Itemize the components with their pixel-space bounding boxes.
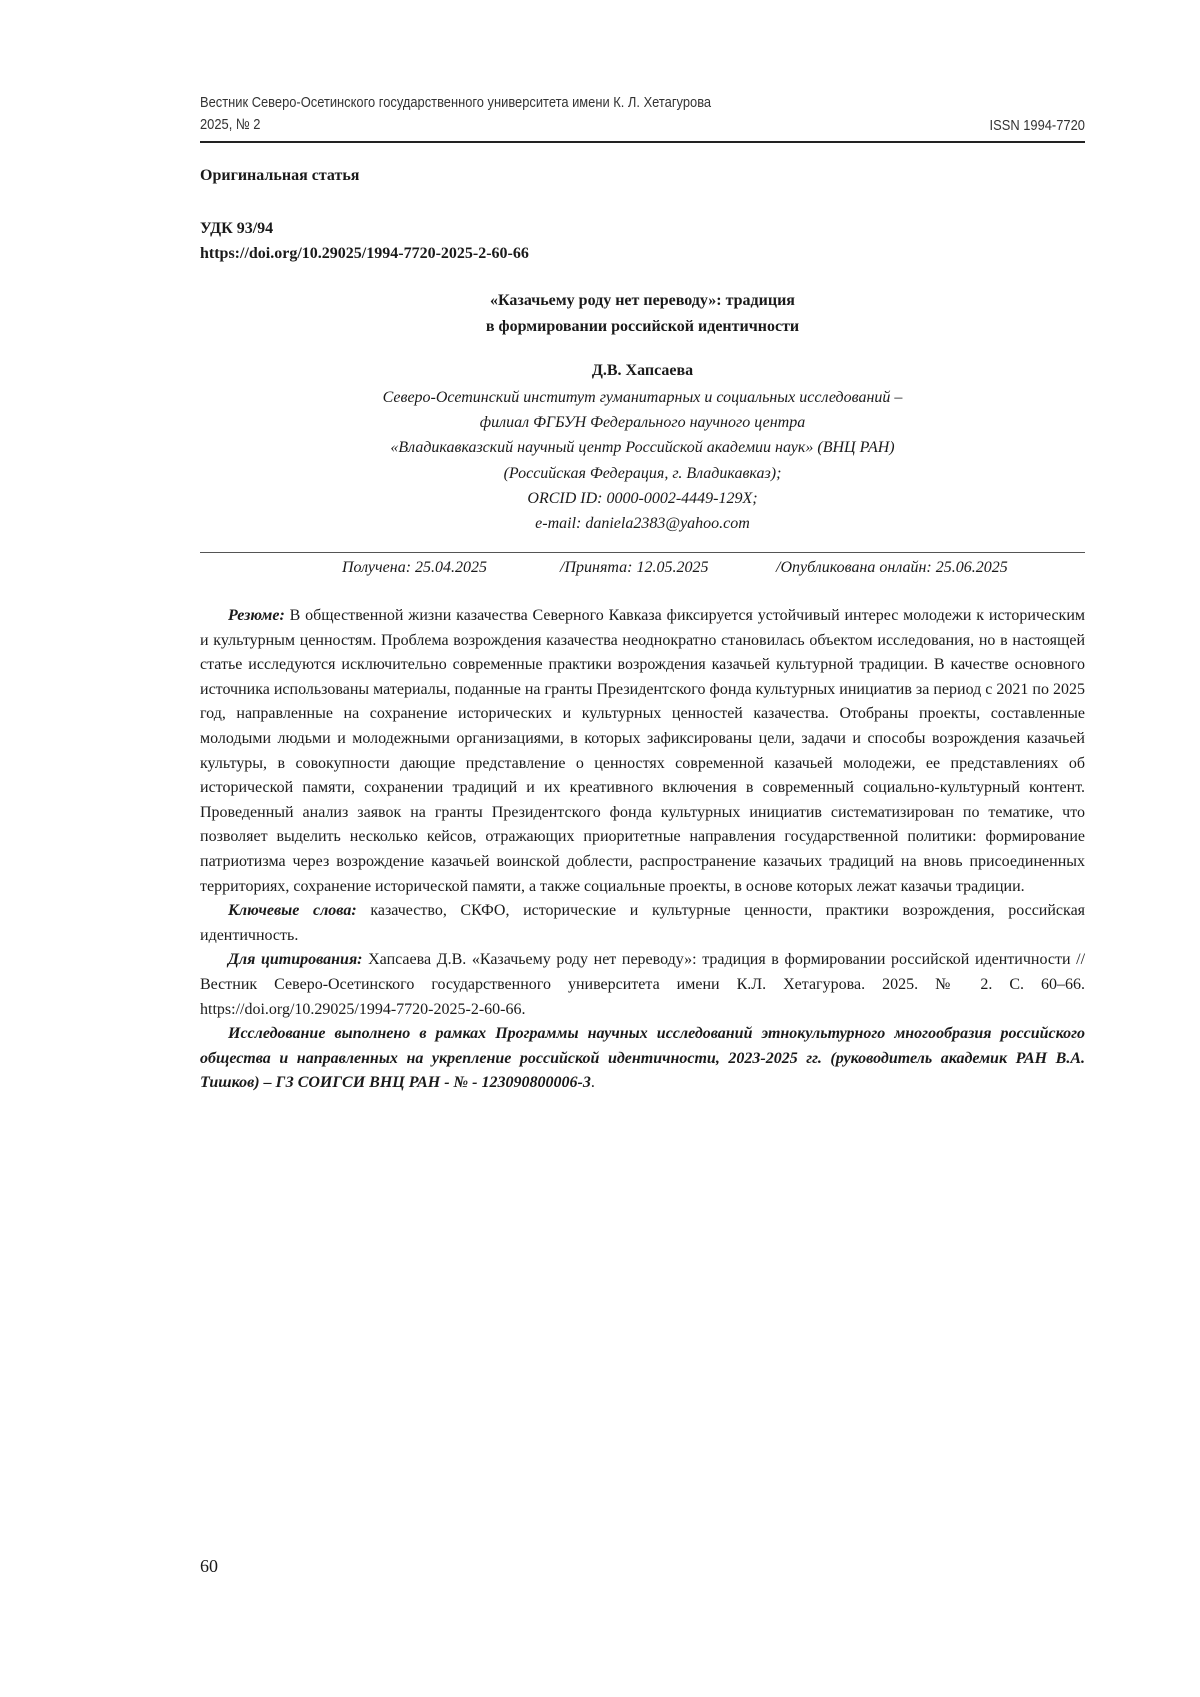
article-type: Оригинальная статья [200, 167, 360, 184]
date-accepted: /Принята: 12.05.2025 [560, 559, 709, 576]
issue-number: 2025, № 2 [200, 116, 261, 133]
abstract-paragraph [200, 604, 1085, 899]
citation-paragraph [200, 948, 1085, 1022]
header-rule [200, 141, 1085, 143]
issn: ISSN 1994-7720 [989, 117, 1085, 134]
article-title [200, 288, 1085, 340]
journal-name: Вестник Северо-Осетинского государственного университета имени К. Л. Хетагурова [200, 94, 712, 111]
affiliation-line-1: Северо-Осетинский институт гуманитарных и социальных исследований – [382, 389, 903, 406]
funding-paragraph [200, 1022, 1085, 1096]
running-head [200, 92, 961, 136]
abstract-section [200, 604, 1085, 1096]
funding-end: . [590, 1074, 595, 1092]
udc-block [200, 216, 529, 266]
doi-link[interactable]: https://doi.org/10.29025/1994-7720-2025-2-60-66 [200, 245, 529, 262]
affiliation-line-3: «Владикавказский научный центр Российской академии наук» (ВНЦ РАН) [390, 439, 895, 457]
citation-text: Хапсаева Д.В. «Казачьему роду нет переводу»: традиция в формировании российской идентичности // Вестник Северо-Осетинского государственного университета имени К.Л. Хетагурова. 2025. № 2. С. 60–66. https://doi.org/10.29025/1994-7720-2025-2-60-66. [200, 951, 1086, 1018]
affiliation-line-2: филиал ФГБУН Федерального научного центра [479, 414, 806, 432]
date-published: /Опубликована онлайн: 25.06.2025 [776, 559, 1008, 576]
title-line-2: в формировании российской идентичности [485, 318, 800, 335]
keywords-label: Ключевые слова: [228, 902, 357, 920]
author-affiliation [200, 385, 1085, 536]
dates-rule [200, 552, 1085, 553]
orcid: ORCID ID: 0000-0002-4449-129X; [527, 489, 758, 507]
email[interactable]: e-mail: daniela2383@yahoo.com [535, 515, 750, 533]
citation-label: Для цитирования: [228, 951, 363, 969]
affiliation-line-4: (Российская Федерация, г. Владикавказ); [503, 464, 782, 482]
abstract-label: Резюме: [228, 607, 285, 624]
date-received: Получена: 25.04.2025 [342, 559, 488, 576]
keywords-paragraph [200, 899, 1085, 948]
keywords-text: казачество, СКФО, исторические и культурные ценности, практики возрождения, российская идентичность. [200, 902, 1086, 944]
title-line-1: «Казачьему роду нет переводу»: традиция [490, 292, 795, 309]
author-name: Д.В. Хапсаева [591, 362, 694, 379]
udc-code: УДК 93/94 [200, 220, 274, 237]
page-number: 60 [200, 1556, 218, 1576]
abstract-text: В общественной жизни казачества Северного Кавказа фиксируется устойчивый интерес молодежи к историческим и культурным ценностям. Проблема возрождения казачества неоднократно становилась объектом исследования, но в настоящей статье исследуются исключительно современные практики возрождения казачьей культурной традиции. В качестве основного источника использованы материалы, поданные на гранты Президентского фонда культурных инициатив за период с 2021 по 2025 год, направленные на сохранение исторических и культурных ценностей казачества. Отобраны проекты, составленные молодыми людьми и молодежными организациями, в которых зафиксированы цели, задачи и способы возрождения казачьей культуры, в совокупности дающие представление о ценностях современной казачьей молодежи, ее представлениях об исторической памяти, сохранении традиций и их креативного включения в современный социально-культурный контент. Проведенный анализ заявок на гранты Президентского фонда культурных инициатив систематизирован по тематике, что позволяет выделить несколько кейсов, отражающих приоритетные направления государственной политики: формирование патриотизма через возрождение казачьей воинской доблести, распространение казачьих традиций на вновь присоединенных территориях, сохранение исторической памяти, а также социальные проекты, в основе которых лежат казачьи традиции. [200, 607, 1086, 895]
funding-text: Исследование выполнено в рамках Программы научных исследований этнокультурного многообразия российского общества и направленных на укрепление российской идентичности, 2023-2025 гг. (руководитель академик РАН В.А. Тишков) – ГЗ СОИГСИ ВНЦ РАН - № - 123090800006-3 [200, 1025, 1085, 1092]
